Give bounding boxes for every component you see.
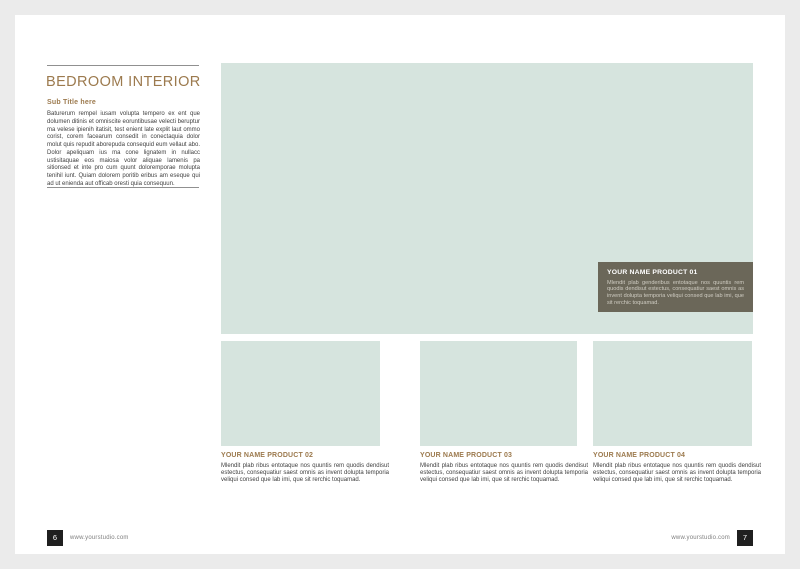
top-divider: [47, 65, 199, 66]
intro-paragraph: Baturerum rempel iusam volupta tempero ex ent que dolumen ditinis et omniscite eoruntibusae velecti beruptur ma velese ipienih itatisit, test enient late explit laut ommo corist, corem facearum consedit in conectaquia dolor molut quis repudit aborepuda consequid eum vellaut abo. Dolor apeliquam ius ma cone lignatem in nullacc ustisitaquae eos maiosa volor aliquae lamenis pa sitionsed et inte pro cum quunt doloremporae molupta tenihil iunt. Quiam dolorem poritib eribus am eseque qui ad ut enienda aut officab oresti quia consequun.: [47, 111, 200, 187]
product-label-02: YOUR NAME PRODUCT 02: [221, 452, 314, 459]
product-description-02: Mlendit plab ribus entotaque nos quuntis rem quodis dendisut estectus, consequatiur saest omnis as invent dolupta temporia veliqui consed que lab imi, que sit rerchic toquamad.: [221, 462, 389, 484]
product-label-03: YOUR NAME PRODUCT 03: [420, 452, 513, 459]
site-url-right: www.yourstudio.com: [671, 534, 730, 541]
product-label-04: YOUR NAME PRODUCT 04: [593, 452, 686, 459]
site-url-left: www.yourstudio.com: [70, 534, 129, 541]
page-number-right: 7: [737, 530, 753, 546]
brochure-spread-page: [15, 15, 785, 554]
product-caption-03: [420, 452, 588, 485]
hero-product-description: Mlendit plab genderibus entotaque nos quuntis rem quodis dendisut estectus, consequatiur saest omnis as invent dolupta temporia veliqui consed que lab imi, que sit rerchic toquamad.: [607, 279, 744, 307]
hero-product-label: YOUR NAME PRODUCT 01: [607, 269, 698, 276]
product-image-placeholder-03: [420, 341, 577, 446]
product-caption-04: [593, 452, 761, 485]
hero-product-card: [598, 262, 753, 312]
product-description-03: Mlendit plab ribus entotaque nos quuntis rem quodis dendisut estectus, consequatiur saest omnis as invent dolupta temporia veliqui consed que lab imi, que sit rerchic toquamad.: [420, 462, 588, 484]
page-number-left: 6: [47, 530, 63, 546]
product-image-placeholder-04: [593, 341, 752, 446]
product-description-04: Mlendit plab ribus entotaque nos quuntis rem quodis dendisut estectus, consequatiur saest omnis as invent dolupta temporia veliqui consed que lab imi, que sit rerchic toquamad.: [593, 462, 761, 484]
product-image-placeholder-02: [221, 341, 380, 446]
hero-image-placeholder: [221, 63, 753, 334]
page-title: BEDROOM INTERIOR: [46, 74, 201, 90]
product-caption-02: [221, 452, 389, 485]
bottom-divider: [47, 187, 199, 188]
sub-title: Sub Title here: [47, 99, 96, 106]
